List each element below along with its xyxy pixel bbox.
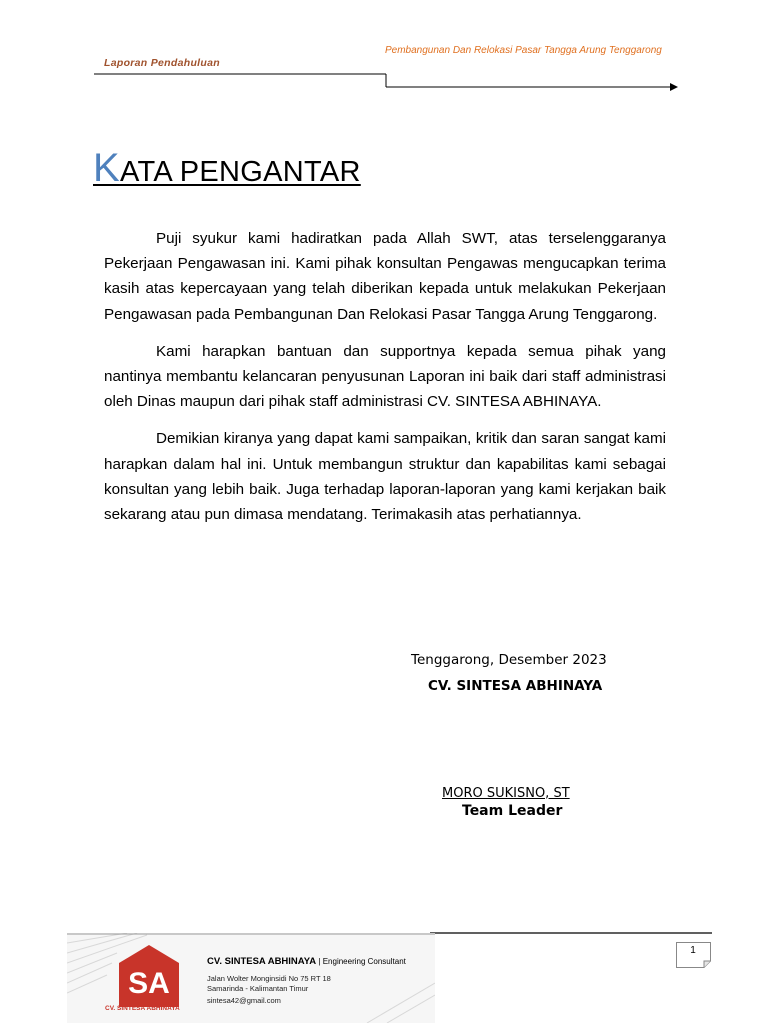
body-text: [104, 226, 666, 539]
signature-role: Team Leader: [462, 803, 563, 819]
footer-company-sub: | Engineering Consultant: [318, 957, 406, 966]
page-number: 1: [690, 945, 696, 956]
paragraph-2: Kami harapkan bantuan dan supportnya kepada semua pihak yang nantinya membantu kelancaran penyusunan Laporan ini baik dari staff administrasi oleh Dinas maupun dari pihak staff administrasi CV. SINTESA ABHINAYA.: [104, 342, 666, 411]
logo-caption: CV. SINTESA ABHINAYA: [105, 1005, 180, 1012]
header-rule: [94, 72, 684, 92]
footer-letterhead: [67, 933, 435, 1023]
header-right-title: Pembangunan Dan Relokasi Pasar Tangga Arung Tenggarong: [385, 45, 662, 56]
footer-rule: [430, 930, 715, 936]
paragraph-3: Demikian kiranya yang dapat kami sampaikan, kritik dan saran sangat kami harapkan dalam hal ini. Untuk membangun struktur dan kapabilitas kami sebagai konsultan yang lebih baik. Juga terhadap laporan-laporan yang kami kerjakan baik sekarang atau pun dimasa mendatang. Terimakasih atas perhatiannya.: [104, 430, 666, 524]
title-first-letter: K: [93, 146, 120, 190]
logo-text: SA: [128, 967, 170, 1000]
footer-address-1: Jalan Wolter Monginsidi No 75 RT 18: [207, 974, 331, 983]
signature-place-date: Tenggarong, Desember 2023: [411, 652, 607, 668]
signature-name: MORO SUKISNO, ST: [442, 786, 570, 801]
footer-address-2: Samarinda - Kalimantan Timur: [207, 984, 309, 993]
footer-company-name: [207, 956, 406, 967]
company-logo-icon: [119, 945, 179, 1007]
footer-email: sintesa42@gmail.com: [207, 996, 281, 1005]
paragraph-1: Puji syukur kami hadiratkan pada Allah SWT, atas terselenggaranya Pekerjaan Pengawasan ini. Kami pihak konsultan Pengawas mengucapkan terima kasih atas kepercayaan yang telah diberikan kepada untuk melakukan Pekerjaan Pengawasan pada Pembangunan Dan Relokasi Pasar Tangga Arung Tenggarong.: [104, 230, 666, 323]
page-title: [93, 146, 361, 191]
header-left-title: Laporan Pendahuluan: [104, 57, 220, 69]
arrow-right-icon: [670, 83, 678, 91]
footer-company: CV. SINTESA ABHINAYA: [207, 956, 316, 967]
title-rest: ATA PENGANTAR: [119, 156, 361, 188]
signature-company: CV. SINTESA ABHINAYA: [428, 678, 603, 694]
